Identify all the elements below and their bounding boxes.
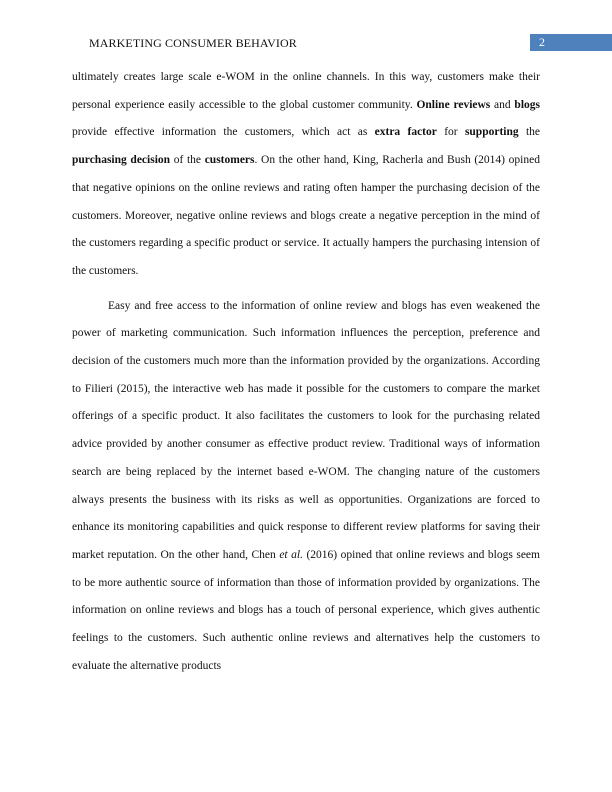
text-segment: for [436, 126, 465, 139]
page-number-box [530, 34, 612, 51]
paragraph-2 [72, 293, 540, 681]
page-number: 2 [539, 35, 545, 49]
page-header [0, 0, 612, 60]
bold-term: blogs [514, 98, 540, 111]
bold-term: purchasing decision [72, 154, 171, 167]
text-segment: provide effective information the customers, which act as [72, 126, 375, 139]
bold-term: Online reviews [416, 98, 491, 111]
bold-term: customers [204, 154, 255, 167]
text-segment: (2016) opined that online reviews and blogs seem to be more authentic source of information than those of information provided by organizations. The information on online reviews and blogs has a touch of personal experience, which gives authentic feelings to the customers. Such authentic online reviews and alternatives help the customers to evaluate the alternative products [72, 548, 540, 672]
text-segment: Easy and free access to the information of online review and blogs has even weakened the power of marketing communication. Such information influences the perception, preference and decision of the customers much more than the information provided by the organizations. According to Filieri (2015), the interactive web has made it possible for the customers to compare the market offerings of a specific product. It also facilitates the customers to look for the purchasing related advice provided by another consumer as effective product review. Traditional ways of information search are being replaced by the internet based e-WOM. The changing nature of the customers always presents the business with its risks as well as opportunities. Organizations are forced to enhance its monitoring capabilities and quick response to different review platforms for saving their market reputation. On the other hand, Chen [72, 299, 540, 561]
text-segment: of the [170, 154, 205, 167]
running-head: MARKETING CONSUMER BEHAVIOR [89, 36, 297, 50]
paragraph-1 [72, 64, 540, 286]
bold-term: supporting [464, 126, 519, 139]
text-segment: ultimately creates large scale e-WOM in the online channels. In this way, customers make their personal experience easily accessible to the global customer community. [72, 71, 540, 111]
bold-term: extra factor [374, 126, 437, 139]
text-segment: . On the other hand, King, Racherla and Bush (2014) opined that negative opinions on the online reviews and rating often hamper the purchasing decision of the customers. Moreover, negative online reviews and blogs create a negative perception in the mind of the customers regarding a specific product or service. It actually hampers the purchasing intension of the customers. [72, 154, 540, 277]
text-segment: and [490, 98, 515, 111]
italic-term: et al. [279, 548, 303, 561]
document-body [72, 64, 540, 680]
text-segment: the [518, 126, 540, 139]
